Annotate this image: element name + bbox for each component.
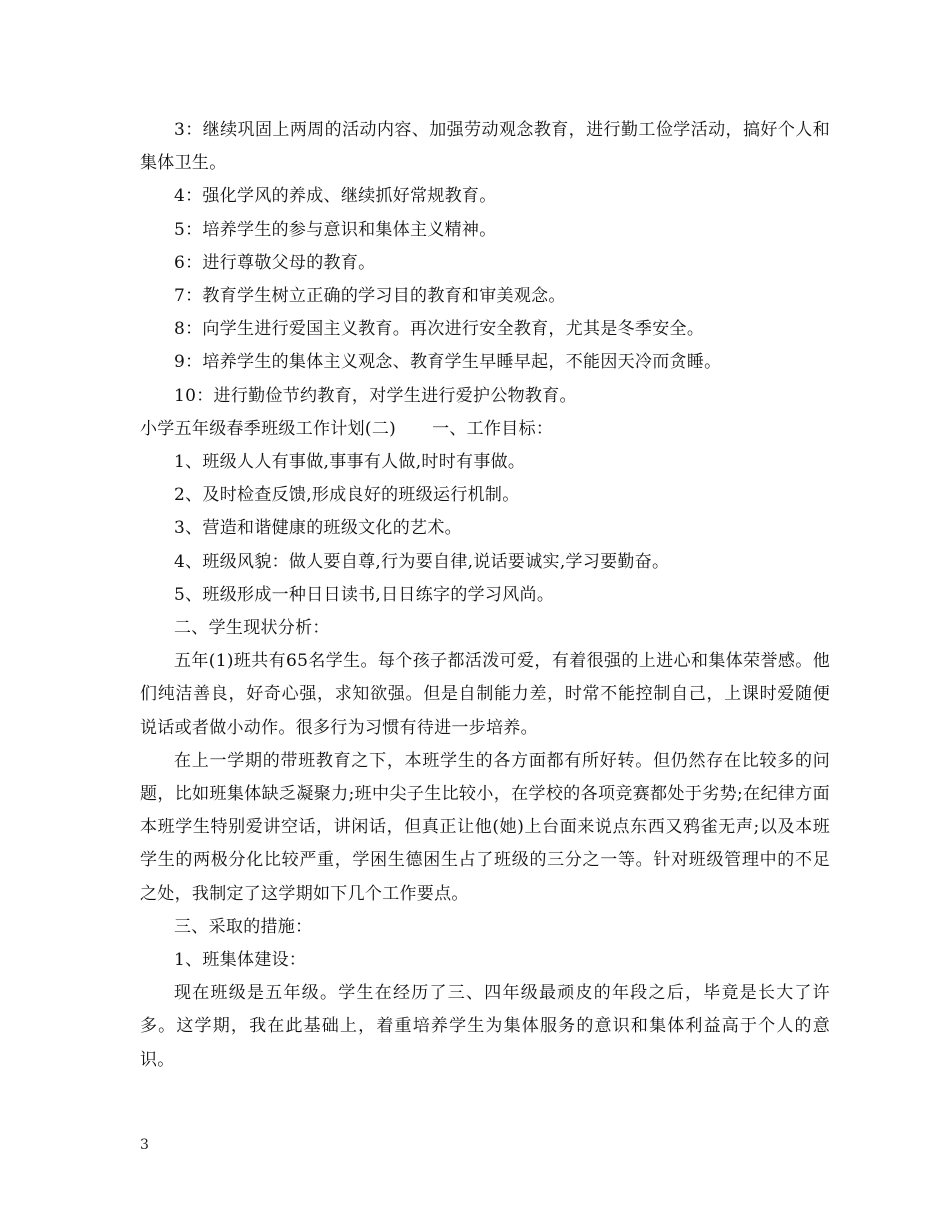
list-item: 3：继续巩固上两周的活动内容、加强劳动观念教育，进行勤工俭学活动，搞好个人和集体卫生。 xyxy=(140,120,830,174)
body-paragraph: 在上一学期的带班教育之下，本班学生的各方面都有所好转。但仍然存在比较多的问题，比如班集体缺乏凝聚力;班中尖子生比较小，在学校的各项竞赛都处于劣势;在纪律方面本班学生特别爱讲空话，讲闲话，但真正让他(她)上台面来说点东西又鸦雀无声;以及本班学生的两极分化比较严重，学困生德困生占了班级的三分之一等。针对班级管理中的不足之处，我制定了这学期如下几个工作要点。 xyxy=(140,750,830,904)
list-item: 7：教育学生树立正确的学习目的教育和审美观念。 xyxy=(174,286,566,307)
page-number: 3 xyxy=(140,1137,149,1153)
section-heading-goals: 一、工作目标： xyxy=(432,418,554,439)
section-heading-measures: 三、采取的措施： xyxy=(174,916,313,937)
list-item: 10：进行勤俭节约教育，对学生进行爱护公物教育。 xyxy=(174,385,577,406)
list-item: 5：培养学生的参与意识和集体主义精神。 xyxy=(174,219,497,240)
list-item: 9：培养学生的集体主义观念、教育学生早睡早起，不能因天冷而贪睡。 xyxy=(174,352,722,373)
document-body xyxy=(140,114,830,1077)
subsection-heading: 1、班集体建设： xyxy=(174,950,307,971)
body-paragraph: 现在班级是五年级。学生在经历了三、四年级最顽皮的年段之后，毕竟是长大了许多。这学期，我在此基础上，着重培养学生为集体服务的意识和集体利益高于个人的意识。 xyxy=(140,983,830,1070)
document-title: 小学五年级春季班级工作计划(二) xyxy=(140,418,397,439)
list-item: 5、班级形成一种日日读书,日日练字的学习风尚。 xyxy=(174,584,555,605)
list-item: 3、营造和谐健康的班级文化的艺术。 xyxy=(174,518,462,539)
list-item: 2、及时检查反馈,形成良好的班级运行机制。 xyxy=(174,485,520,506)
list-item: 1、班级人人有事做,事事有人做,时时有事做。 xyxy=(174,452,526,473)
document-title-line xyxy=(140,413,830,446)
section-heading-analysis: 二、学生现状分析： xyxy=(174,618,330,639)
list-item: 4：强化学风的养成、继续抓好常规教育。 xyxy=(174,186,497,207)
list-item: 4、班级风貌：做人要自尊,行为要自律,说话要诚实,学习要勤奋。 xyxy=(174,551,670,572)
list-item: 6：进行尊敬父母的教育。 xyxy=(174,252,376,273)
body-paragraph: 五年(1)班共有65名学生。每个孩子都活泼可爱，有着很强的上进心和集体荣誉感。他们纯洁善良，好奇心强，求知欲强。但是自制能力差，时常不能控制自己，上课时爱随便说话或者做小动作。很多行为习惯有待进一步培养。 xyxy=(140,651,830,738)
list-item: 8：向学生进行爱国主义教育。再次进行安全教育，尤其是冬季安全。 xyxy=(174,319,705,340)
